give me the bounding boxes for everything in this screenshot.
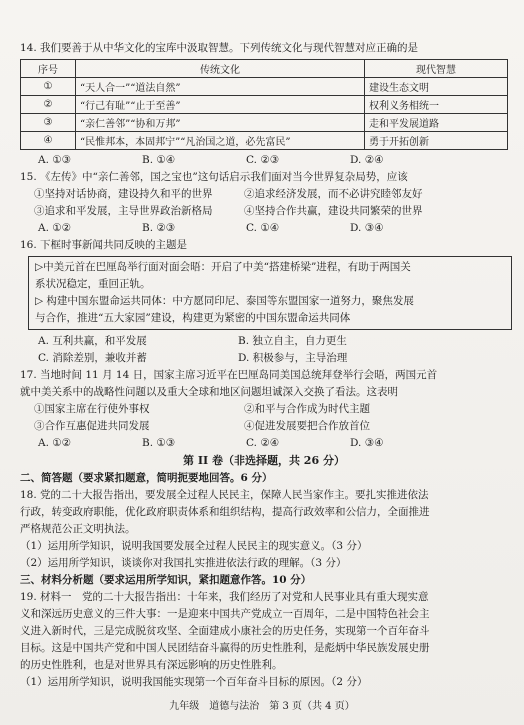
q18-stem: 18. 党的二十大报告指出，要发展全过程人民民主，保障人民当家作主。要扎实推进依法	[20, 489, 429, 501]
table-cell: “民惟邦本，本固邦宁”“凡治国之道，必先富民”	[76, 132, 365, 150]
statement-item: ④坚持合作共赢，建设共同繁荣的世界	[244, 205, 423, 217]
option-d: D. ③④	[350, 437, 384, 449]
table-header-row	[21, 60, 508, 78]
table-cell: ③	[21, 114, 76, 132]
option-a: A. ①②	[38, 437, 72, 449]
q18-subquestion: （1）运用所学知识，说明我国要发展全过程人民民主的现实意义。（3 分）	[20, 540, 368, 552]
table-cell: 建设生态文明	[365, 78, 508, 96]
table-row	[21, 78, 508, 96]
statement-item: ①坚持对话协商，建设持久和平的世界	[34, 188, 213, 200]
q19-material-cont: 目标。这是中国共产党和中国人民团结奋斗赢得的历史性胜利，是彪炳中华民族发展史册	[20, 642, 430, 654]
news-item-cont: 系状况稳定，重回正轨。	[35, 278, 151, 290]
table-cell: 勇于开拓创新	[365, 132, 508, 150]
option-d: D. ②④	[350, 154, 384, 166]
q19-material-cont: 的历史性胜利，也是对世界具有深远影响的历史性胜利。	[20, 659, 283, 671]
table-cell: 走和平发展道路	[365, 114, 508, 132]
table-row	[21, 96, 508, 114]
q14-options	[20, 152, 508, 169]
table-header: 传统文化	[76, 60, 365, 78]
option-a: A. ①③	[38, 154, 72, 166]
q19-material-cont: 义和深远历史意义的三件大事：一是迎来中国共产党成立一百周年，二是中国特色社会主	[20, 608, 430, 620]
news-item: ▷中美元首在巴厘岛举行面对面会晤：开启了中美“搭建桥梁”进程，有助于两国关	[35, 261, 411, 273]
q15-stem: 15. 《左传》中“亲仁善邻，国之宝也”这句话启示我们面对当今世界复杂局势，应该	[20, 171, 408, 183]
q17-stem: 17. 当地时间 11 月 14 日，国家主席习近平在巴厘岛同美国总统拜登举行会晤，两国元首	[20, 369, 438, 381]
q18-stem-cont: 行政，转变政府职能，优化政府职责体系和组织结构，提高行政效率和公信力，全面推进	[20, 506, 430, 518]
section-title: 第 II 卷（非选择题，共 26 分）	[183, 454, 345, 467]
table-cell: 权利义务相统一	[365, 96, 508, 114]
option-b: B. ①④	[142, 154, 176, 166]
q15-items	[20, 186, 508, 220]
option-a: A. 互利共赢，和平发展	[38, 335, 147, 347]
q14-stem: 14. 我们要善于从中华文化的宝库中汲取智慧。下列传统文化与现代智慧对应正确的是	[20, 42, 419, 54]
option-b: B. ①③	[142, 437, 176, 449]
table-cell: “行己有耻”“止于至善”	[76, 96, 365, 114]
news-item-cont: 与合作，推进“五大家园”建设，构建更为紧密的中国东盟命运共同体	[35, 312, 351, 324]
table-header: 现代智慧	[365, 60, 508, 78]
table-row	[21, 114, 508, 132]
q17-options	[20, 435, 508, 452]
statement-item: ②追求经济发展，而不必讲究睦邻友好	[244, 188, 423, 200]
statement-item: ③追求和平发展，主导世界政治新格局	[34, 205, 213, 217]
q19-material-cont: 义进入新时代，三是完成脱贫攻坚、全面建成小康社会的历史任务，实现第一个百年奋斗	[20, 625, 430, 637]
option-c: C. ②③	[246, 154, 280, 166]
option-c: C. ①④	[246, 222, 280, 234]
part-title: 二、简答题（要求紧扣题意，简明扼要地回答。6 分）	[20, 472, 273, 484]
table-cell: “天人合一”“道法自然”	[76, 78, 365, 96]
option-d: D. ③④	[350, 222, 384, 234]
q18-stem-cont: 严格规范公正文明执法。	[20, 523, 136, 535]
table-cell: ②	[21, 96, 76, 114]
statement-item: ②和平与合作成为时代主题	[244, 403, 370, 415]
q14-table	[20, 59, 508, 150]
q17-stem-cont: 就中美关系中的战略性问题以及重大全球和地区问题坦诚深入交换了看法。这表明	[20, 386, 398, 398]
page-footer: 九年级 道德与法治 第 3 页（共 4 页）	[169, 701, 355, 712]
q17-items	[20, 401, 508, 435]
statement-item: ④促进发展要把合作放首位	[244, 420, 370, 432]
table-cell: ①	[21, 78, 76, 96]
news-item: ▷ 构建中国东盟命运共同体：中方愿同印尼、泰国等东盟国家一道努力，聚焦发展	[35, 295, 414, 307]
table-cell: ④	[21, 132, 76, 150]
option-b: B. ②③	[142, 222, 176, 234]
option-b: B. 独立自主，自力更生	[238, 335, 347, 347]
q19-subquestion: （1）运用所学知识，说明我国能实现第一个百年奋斗目标的原因。（2 分）	[20, 676, 368, 688]
q16-stem: 16. 下框时事新闻共同反映的主题是	[20, 239, 188, 251]
option-c: C. ②④	[246, 437, 280, 449]
table-header: 序号	[21, 60, 76, 78]
statement-item: ③合作互惠促进共同发展	[34, 420, 150, 432]
table-cell: “亲仁善邻”“协和万邦”	[76, 114, 365, 132]
q16-options	[20, 333, 508, 367]
option-d: D. 积极参与，主导治理	[238, 352, 348, 364]
q15-options	[20, 220, 508, 237]
statement-item: ①国家主席在行使外事权	[34, 403, 150, 415]
part-title: 三、材料分析题（要求运用所学知识，紧扣题意作答。10 分）	[20, 574, 312, 586]
option-a: A. ①②	[38, 222, 72, 234]
table-row	[21, 132, 508, 150]
news-box	[28, 256, 512, 330]
q18-subquestion: （2）运用所学知识，谈谈你对我国扎实推进依法行政的理解。（3 分）	[20, 557, 347, 569]
option-c: C. 消除差别，兼收并蓄	[38, 352, 147, 364]
q19-material: 19. 材料一 党的二十大报告指出：十年来，我们经历了对党和人民事业具有重大现实意	[20, 591, 429, 603]
page-content	[20, 40, 508, 691]
